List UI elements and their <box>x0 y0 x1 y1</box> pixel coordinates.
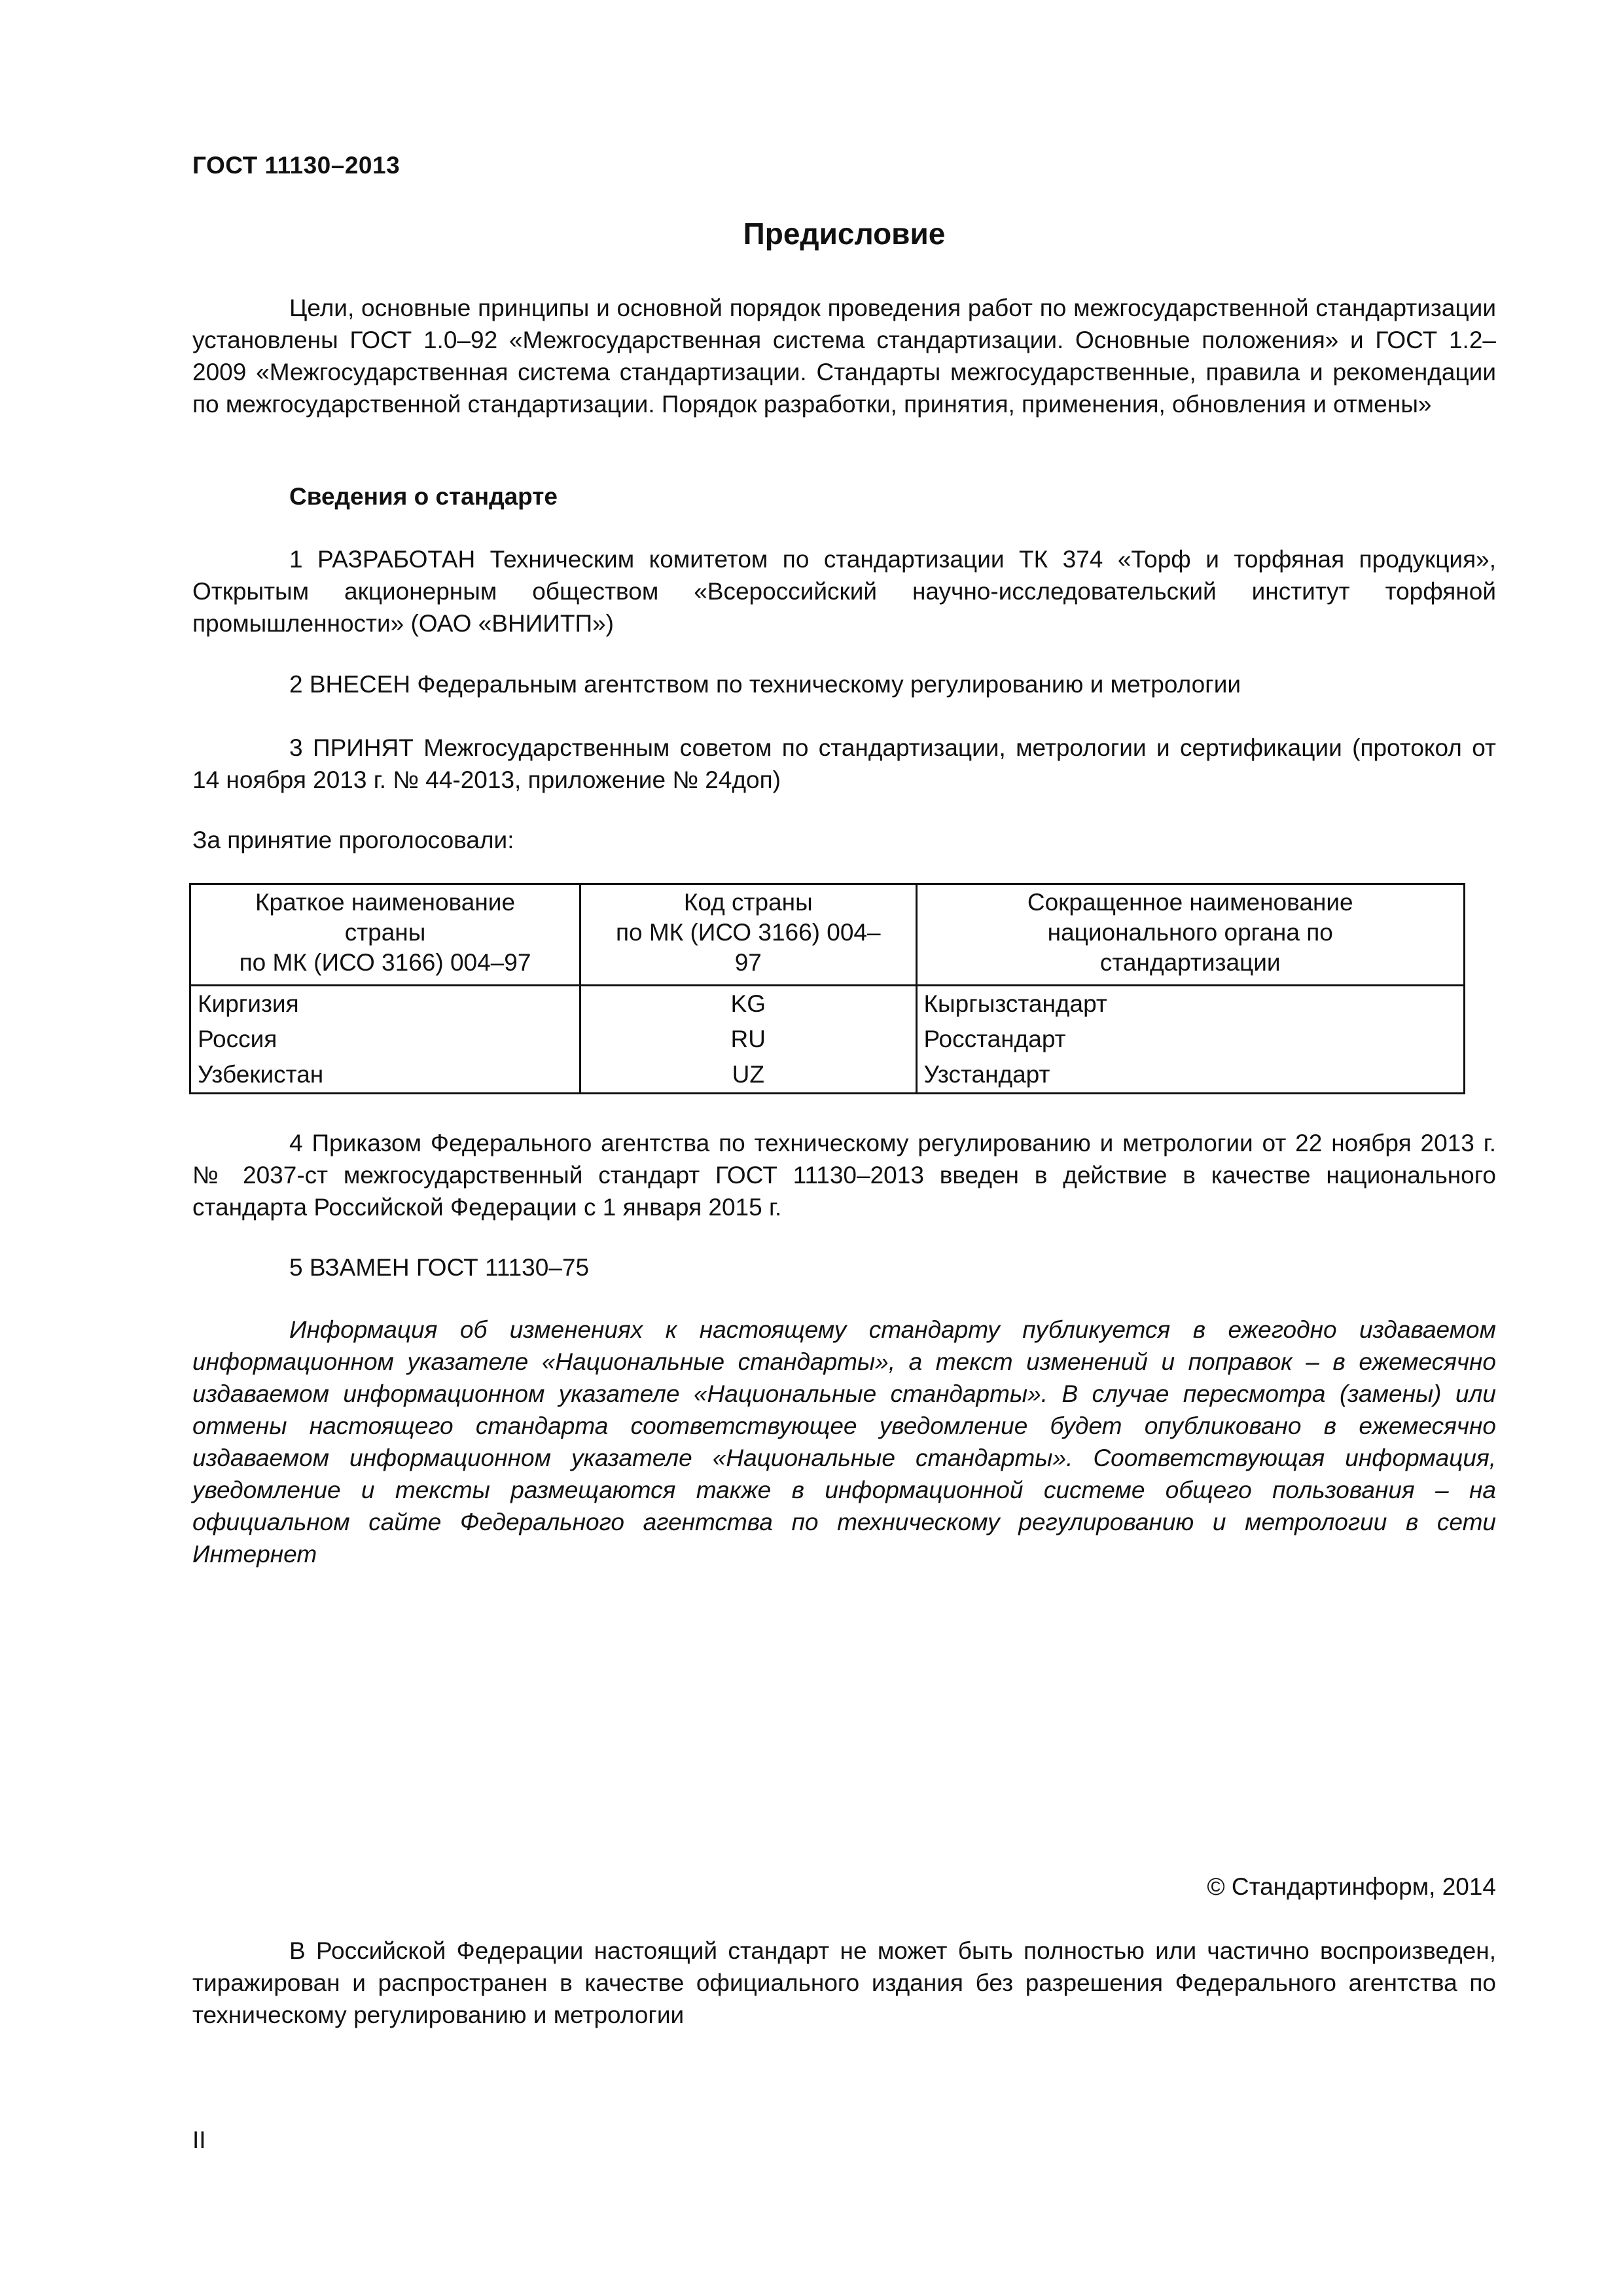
item-5-replaces: 5 ВЗАМЕН ГОСТ 11130–75 <box>289 1254 590 1281</box>
country-code-cell: KG <box>580 986 916 1022</box>
country-name-cell: Киргизия <box>190 986 580 1022</box>
legal-notice-paragraph: В Российской Федерации настоящий стандарт не может быть полностью или частично воспроизведен, тиражирован и распространен в качестве официального издания без разрешения Федерального агентства по техническому регулированию и метрологии <box>192 1937 1496 2028</box>
standard-code-header: ГОСТ 11130–2013 <box>192 152 401 179</box>
item-3-adopted: 3 ПРИНЯТ Межгосударственным советом по стандартизации, метрологии и сертификации (протокол от 14 ноября 2013 г. № 44-2013, приложение № 24доп) <box>192 734 1496 793</box>
copyright-line: © Стандартинформ, 2014 <box>1207 1873 1496 1900</box>
page-number: II <box>192 2126 206 2153</box>
table-row <box>190 986 1465 1022</box>
voting-countries-table <box>189 883 1465 1094</box>
header-country-code: Код страны по МК (ИСО 3166) 004– 97 <box>580 884 916 986</box>
item-1-developed: 1 РАЗРАБОТАН Техническим комитетом по стандартизации ТК 374 «Торф и торфяная продукция», Открытым акционерным обществом «Всероссийский научно-исследовательский институт торфяной промышленности» (ОАО «ВНИИТП») <box>192 546 1496 637</box>
info-notice-paragraph: Информация об изменениях к настоящему стандарту публикуется в ежегодно издаваемом информационном указателе «Национальные стандарты», а текст изменений и поправок – в ежемесячно издаваемом информационном указателе «Национальные стандарты». В случае пересмотра (замены) или отмены настоящего стандарта соответствующее уведомление будет опубликовано в ежемесячно издаваемом информационном указателе «Национальные стандарты». Соответствующая информация, уведомление и тексты размещаются также в информационной системе общего пользования – на официальном сайте Федерального агентства по техническому регулированию и метрологии в сети Интернет <box>192 1316 1496 1568</box>
item-4-order: 4 Приказом Федерального агентства по техническому регулированию и метрологии от 22 ноября 2013 г. № 2037-ст межгосударственный стандарт ГОСТ 11130–2013 введен в действие в качестве национального стандарта Российской Федерации с 1 января 2015 г. <box>192 1130 1496 1221</box>
country-name-cell: Узбекистан <box>190 1057 580 1094</box>
country-code-cell: UZ <box>580 1057 916 1094</box>
section-heading: Сведения о стандарте <box>289 483 558 510</box>
item-2-submitted: 2 ВНЕСЕН Федеральным агентством по техническому регулированию и метрологии <box>289 671 1241 698</box>
header-national-body: Сокращенное наименование национального органа по стандартизации <box>916 884 1465 986</box>
national-body-cell: Узстандарт <box>916 1057 1465 1094</box>
table-row <box>190 1057 1465 1094</box>
intro-paragraph: Цели, основные принципы и основной порядок проведения работ по межгосударственной стандартизации установлены ГОСТ 1.0–92 «Межгосударственная система стандартизации. Основные положения» и ГОСТ 1.2–2009 «Межгосударственная система стандартизации. Стандарты межгосударственные, правила и рекомендации по межгосударственной стандартизации. Порядок разработки, принятия, применения, обновления и отмены» <box>192 295 1496 418</box>
vote-label: За принятие проголосовали: <box>192 827 514 853</box>
table-row <box>190 1022 1465 1057</box>
country-code-cell: RU <box>580 1022 916 1057</box>
national-body-cell: Росстандарт <box>916 1022 1465 1057</box>
header-country-name: Краткое наименование страны по МК (ИСО 3166) 004–97 <box>190 884 580 986</box>
page-title: Предисловие <box>743 217 946 251</box>
national-body-cell: Кыргызстандарт <box>916 986 1465 1022</box>
country-name-cell: Россия <box>190 1022 580 1057</box>
table-header-row <box>190 884 1465 986</box>
